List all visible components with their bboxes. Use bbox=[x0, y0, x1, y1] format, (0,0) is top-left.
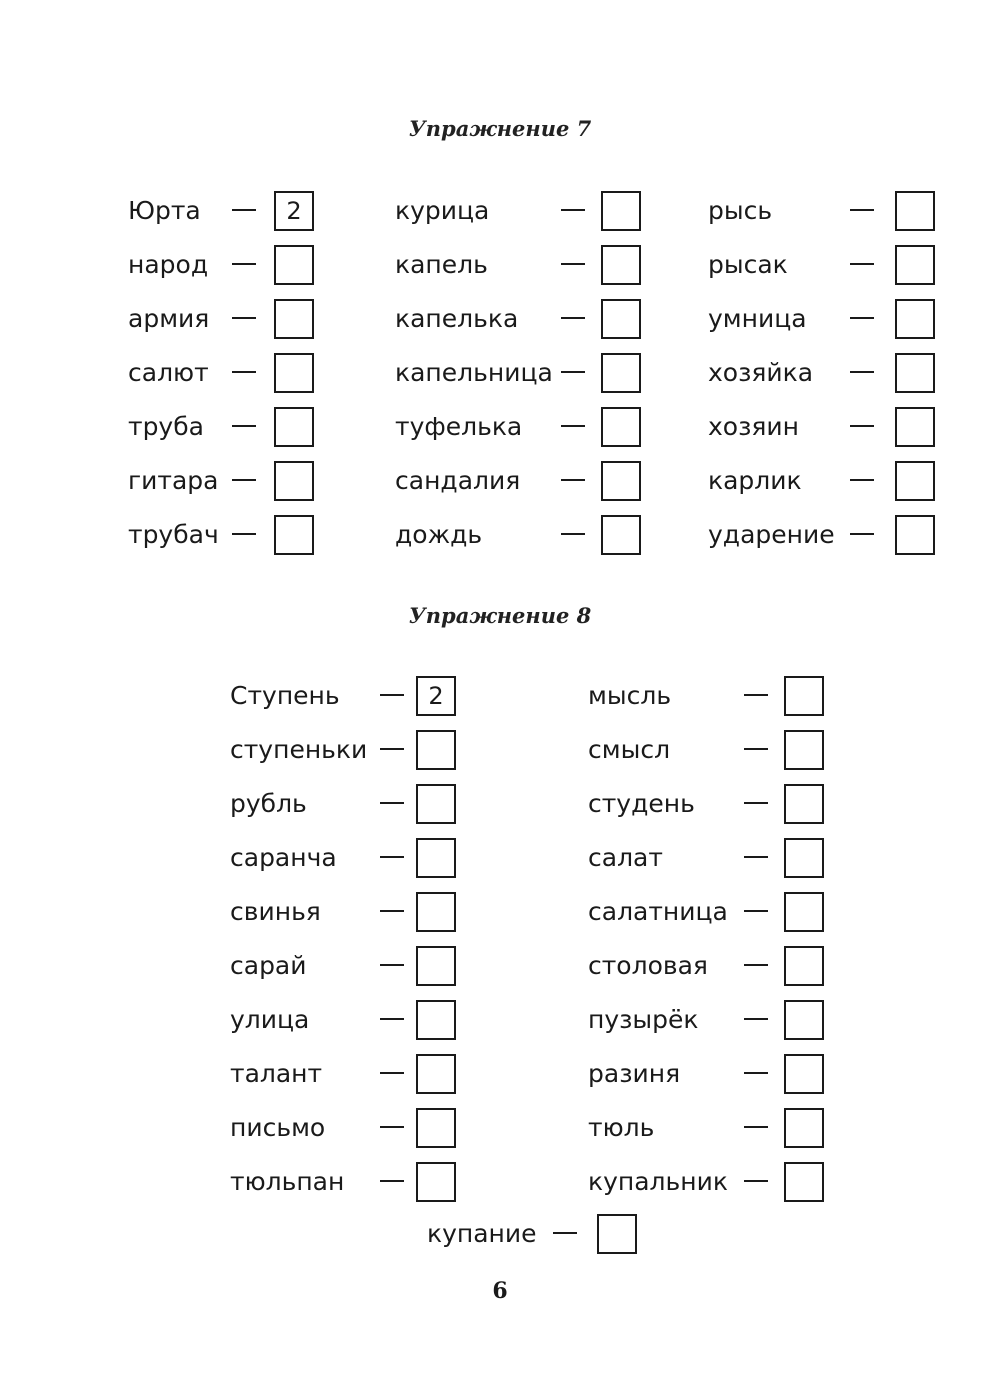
answer-box[interactable] bbox=[784, 676, 824, 716]
answer-box[interactable] bbox=[601, 407, 641, 447]
answer-box[interactable] bbox=[784, 946, 824, 986]
word-row bbox=[128, 191, 314, 231]
word-row bbox=[128, 515, 314, 555]
word-label: ударение bbox=[708, 520, 835, 549]
dash-separator bbox=[232, 479, 256, 481]
word-row bbox=[395, 407, 641, 447]
word-row bbox=[395, 245, 641, 285]
word-label: тюльпан bbox=[230, 1167, 345, 1196]
dash-separator bbox=[850, 533, 874, 535]
word-label: карлик bbox=[708, 466, 802, 495]
word-row bbox=[588, 892, 824, 932]
answer-box[interactable] bbox=[416, 838, 456, 878]
word-label: сандалия bbox=[395, 466, 521, 495]
answer-box[interactable] bbox=[784, 892, 824, 932]
word-label: письмо bbox=[230, 1113, 326, 1142]
dash-separator bbox=[380, 1126, 404, 1128]
word-label: рысь bbox=[708, 196, 773, 225]
dash-separator bbox=[850, 479, 874, 481]
word-row bbox=[230, 784, 456, 824]
word-row bbox=[588, 784, 824, 824]
word-row bbox=[128, 407, 314, 447]
word-row bbox=[708, 461, 935, 501]
word-label: дождь bbox=[395, 520, 483, 549]
dash-separator bbox=[850, 317, 874, 319]
word-row bbox=[128, 245, 314, 285]
dash-separator bbox=[380, 1180, 404, 1182]
word-label: труба bbox=[128, 412, 204, 441]
answer-box[interactable] bbox=[895, 461, 935, 501]
answer-box[interactable] bbox=[601, 353, 641, 393]
answer-box[interactable] bbox=[274, 299, 314, 339]
word-label: капелька bbox=[395, 304, 519, 333]
answer-box[interactable] bbox=[784, 838, 824, 878]
word-label: улица bbox=[230, 1005, 310, 1034]
dash-separator bbox=[744, 910, 768, 912]
exercise-7-title: Упражнение 7 bbox=[408, 116, 592, 141]
dash-separator bbox=[380, 856, 404, 858]
word-label: ступеньки bbox=[230, 735, 368, 764]
word-row bbox=[395, 515, 641, 555]
dash-separator bbox=[380, 694, 404, 696]
word-label: Юрта bbox=[128, 196, 201, 225]
answer-box[interactable] bbox=[416, 1000, 456, 1040]
word-row bbox=[588, 1054, 824, 1094]
dash-separator bbox=[380, 1018, 404, 1020]
word-row bbox=[708, 191, 935, 231]
answer-box[interactable]: 2 bbox=[274, 191, 314, 231]
answer-box[interactable] bbox=[601, 191, 641, 231]
answer-box[interactable] bbox=[274, 515, 314, 555]
dash-separator bbox=[744, 1018, 768, 1020]
answer-box[interactable] bbox=[274, 407, 314, 447]
word-label: столовая bbox=[588, 951, 708, 980]
word-label: купание bbox=[427, 1219, 537, 1248]
word-row bbox=[230, 1162, 456, 1202]
dash-separator bbox=[744, 748, 768, 750]
word-label: хозяйка bbox=[708, 358, 814, 387]
dash-separator bbox=[553, 1232, 577, 1234]
word-label: курица bbox=[395, 196, 490, 225]
word-row bbox=[588, 946, 824, 986]
word-label: народ bbox=[128, 250, 209, 279]
word-row bbox=[128, 353, 314, 393]
word-row bbox=[588, 1162, 824, 1202]
word-row bbox=[708, 407, 935, 447]
dash-separator bbox=[232, 317, 256, 319]
answer-box[interactable] bbox=[784, 1162, 824, 1202]
word-label: салют bbox=[128, 358, 209, 387]
answer-box[interactable] bbox=[784, 784, 824, 824]
dash-separator bbox=[850, 263, 874, 265]
word-label: салат bbox=[588, 843, 663, 872]
dash-separator bbox=[744, 964, 768, 966]
dash-separator bbox=[380, 1072, 404, 1074]
word-row bbox=[395, 461, 641, 501]
dash-separator bbox=[380, 802, 404, 804]
answer-box[interactable] bbox=[784, 1108, 824, 1148]
dash-separator bbox=[232, 371, 256, 373]
answer-box[interactable] bbox=[416, 1054, 456, 1094]
dash-separator bbox=[744, 694, 768, 696]
word-row bbox=[588, 1108, 824, 1148]
answer-box[interactable] bbox=[784, 1054, 824, 1094]
word-label: купальник bbox=[588, 1167, 728, 1196]
answer-box[interactable] bbox=[274, 245, 314, 285]
dash-separator bbox=[850, 371, 874, 373]
word-row bbox=[230, 676, 456, 716]
word-label: тюль bbox=[588, 1113, 655, 1142]
word-row bbox=[230, 730, 456, 770]
answer-box[interactable] bbox=[274, 353, 314, 393]
dash-separator bbox=[561, 371, 585, 373]
word-label: трубач bbox=[128, 520, 219, 549]
answer-box[interactable] bbox=[274, 461, 314, 501]
word-row bbox=[395, 353, 641, 393]
dash-separator bbox=[380, 964, 404, 966]
word-label: пузырёк bbox=[588, 1005, 699, 1034]
answer-box[interactable] bbox=[416, 946, 456, 986]
word-row bbox=[128, 461, 314, 501]
word-row bbox=[588, 1000, 824, 1040]
answer-box[interactable] bbox=[416, 1162, 456, 1202]
word-label: рысак bbox=[708, 250, 788, 279]
answer-box[interactable] bbox=[784, 1000, 824, 1040]
word-row bbox=[230, 838, 456, 878]
answer-box[interactable] bbox=[784, 730, 824, 770]
dash-separator bbox=[744, 1180, 768, 1182]
word-label: талант bbox=[230, 1059, 323, 1088]
answer-box[interactable] bbox=[895, 191, 935, 231]
word-row bbox=[708, 245, 935, 285]
word-row bbox=[395, 191, 641, 231]
answer-box[interactable] bbox=[601, 461, 641, 501]
word-label: Ступень bbox=[230, 681, 340, 710]
exercise-8-title: Упражнение 8 bbox=[408, 603, 592, 628]
word-label: саранча bbox=[230, 843, 337, 872]
word-label: армия bbox=[128, 304, 210, 333]
word-row bbox=[230, 892, 456, 932]
word-row bbox=[708, 299, 935, 339]
word-label: студень bbox=[588, 789, 695, 818]
dash-separator bbox=[380, 748, 404, 750]
dash-separator bbox=[232, 209, 256, 211]
word-row bbox=[230, 946, 456, 986]
answer-box[interactable]: 2 bbox=[416, 676, 456, 716]
word-label: мысль bbox=[588, 681, 672, 710]
word-label: разиня bbox=[588, 1059, 681, 1088]
dash-separator bbox=[232, 263, 256, 265]
answer-box[interactable] bbox=[895, 299, 935, 339]
answer-box[interactable] bbox=[601, 515, 641, 555]
word-label: умница bbox=[708, 304, 807, 333]
word-row bbox=[588, 676, 824, 716]
dash-separator bbox=[744, 1072, 768, 1074]
word-label: сарай bbox=[230, 951, 307, 980]
answer-box[interactable] bbox=[416, 1108, 456, 1148]
word-row bbox=[230, 1000, 456, 1040]
word-label: рубль bbox=[230, 789, 307, 818]
answer-box[interactable] bbox=[416, 784, 456, 824]
answer-box[interactable] bbox=[895, 353, 935, 393]
dash-separator bbox=[561, 263, 585, 265]
answer-box[interactable] bbox=[601, 245, 641, 285]
dash-separator bbox=[232, 533, 256, 535]
word-row bbox=[708, 353, 935, 393]
answer-box[interactable] bbox=[895, 245, 935, 285]
word-row bbox=[588, 838, 824, 878]
dash-separator bbox=[561, 479, 585, 481]
answer-box[interactable] bbox=[597, 1214, 637, 1254]
word-label: капель bbox=[395, 250, 488, 279]
word-label: хозяин bbox=[708, 412, 800, 441]
word-label: салатница bbox=[588, 897, 728, 926]
word-row bbox=[708, 515, 935, 555]
answer-box[interactable] bbox=[601, 299, 641, 339]
word-row bbox=[427, 1214, 637, 1254]
dash-separator bbox=[561, 533, 585, 535]
answer-box[interactable] bbox=[416, 892, 456, 932]
word-label: капельница bbox=[395, 358, 553, 387]
dash-separator bbox=[561, 209, 585, 211]
word-label: туфелька bbox=[395, 412, 523, 441]
answer-box[interactable] bbox=[895, 407, 935, 447]
word-row bbox=[588, 730, 824, 770]
dash-separator bbox=[380, 910, 404, 912]
dash-separator bbox=[744, 856, 768, 858]
answer-box[interactable] bbox=[416, 730, 456, 770]
dash-separator bbox=[850, 209, 874, 211]
word-row bbox=[395, 299, 641, 339]
word-row bbox=[230, 1054, 456, 1094]
dash-separator bbox=[744, 802, 768, 804]
word-row bbox=[230, 1108, 456, 1148]
dash-separator bbox=[744, 1126, 768, 1128]
word-label: смысл bbox=[588, 735, 671, 764]
word-label: гитара bbox=[128, 466, 219, 495]
dash-separator bbox=[850, 425, 874, 427]
dash-separator bbox=[561, 317, 585, 319]
word-row bbox=[128, 299, 314, 339]
page-number: 6 bbox=[492, 1278, 508, 1304]
answer-box[interactable] bbox=[895, 515, 935, 555]
dash-separator bbox=[561, 425, 585, 427]
dash-separator bbox=[232, 425, 256, 427]
word-label: свинья bbox=[230, 897, 321, 926]
